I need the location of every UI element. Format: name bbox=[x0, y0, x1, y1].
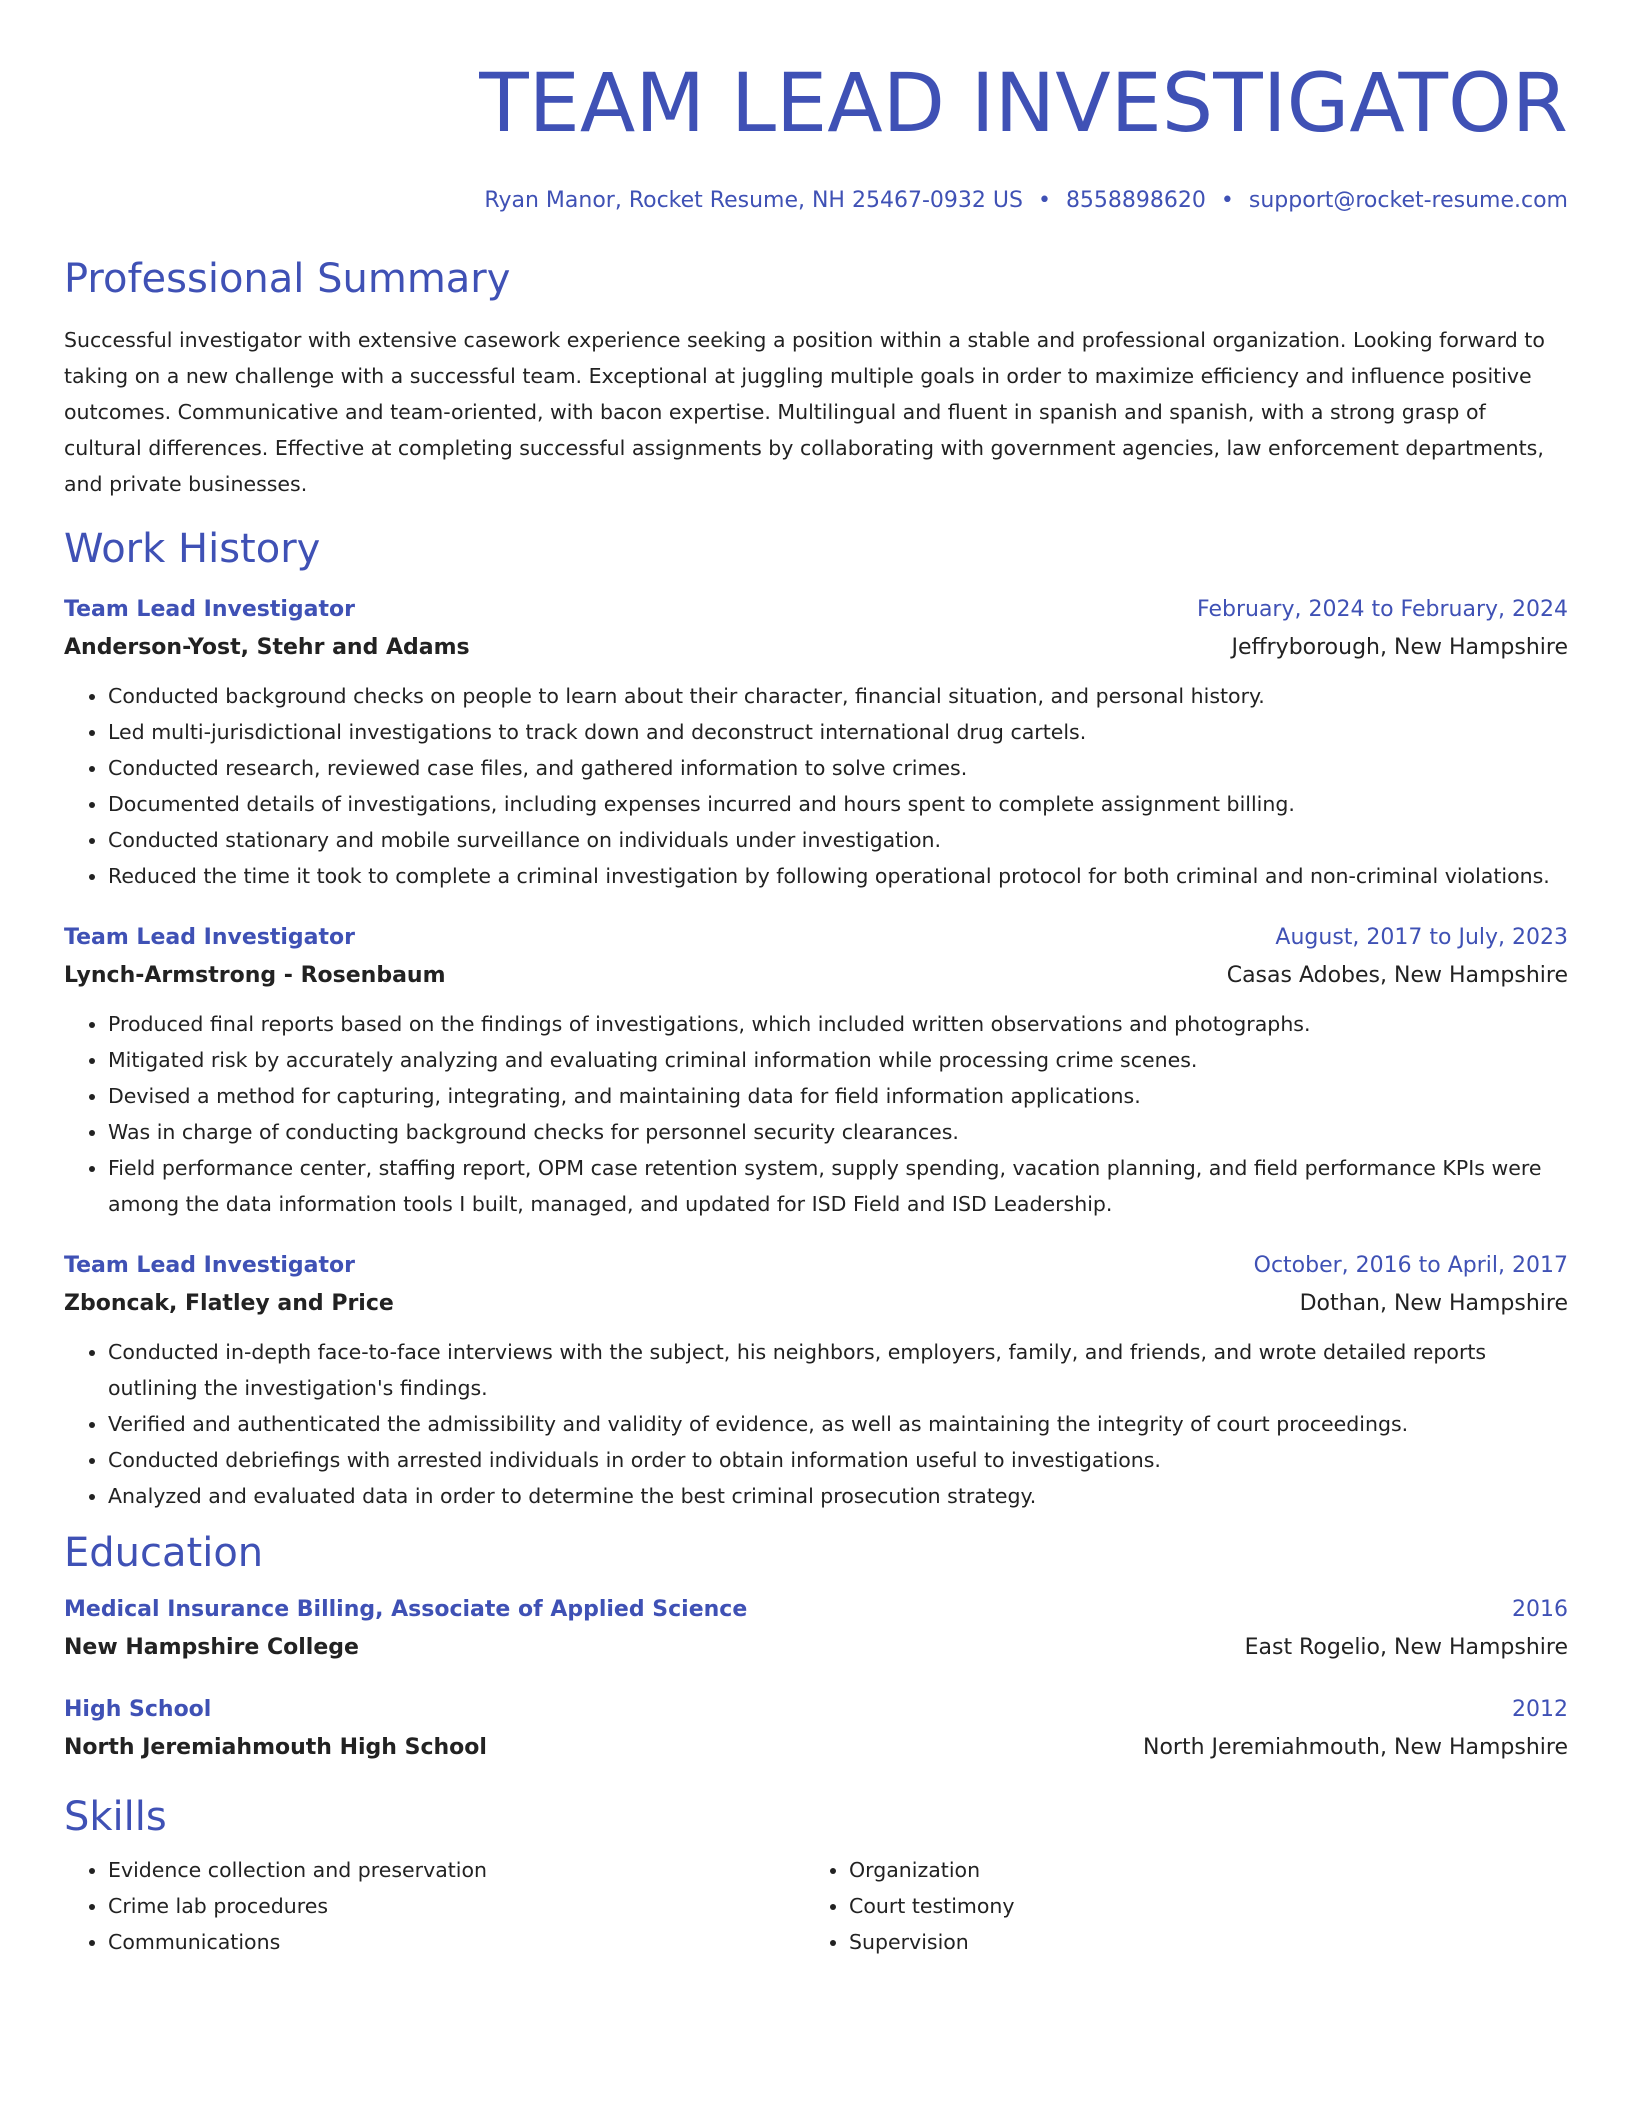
education-location: East Rogelio, New Hampshire bbox=[1244, 1635, 1568, 1660]
job-bullet: • Devised a method for capturing, integrating, and maintaining data for field information applications. bbox=[108, 1078, 1568, 1114]
education-school: North Jeremiahmouth High School bbox=[64, 1735, 487, 1760]
job-bullets bbox=[64, 1334, 1568, 1514]
job-bullet: • Reduced the time it took to complete a criminal investigation by following operational protocol for both criminal and non-criminal violations. bbox=[108, 858, 1568, 894]
job-bullets bbox=[64, 678, 1568, 894]
job-bullet: • Conducted background checks on people to learn about their character, financial situation, and personal history. bbox=[108, 678, 1568, 714]
job-bullet: • Analyzed and evaluated data in order to determine the best criminal prosecution strategy. bbox=[108, 1478, 1568, 1514]
job-location: Jeffryborough, New Hampshire bbox=[1231, 635, 1568, 660]
skills-list bbox=[64, 1852, 1568, 1960]
job-dates: August, 2017 to July, 2023 bbox=[1275, 925, 1568, 950]
job-location: Casas Adobes, New Hampshire bbox=[1226, 963, 1568, 988]
job-entry bbox=[64, 920, 1568, 1222]
job-bullet: • Documented details of investigations, including expenses incurred and hours spent to complete assignment billing. bbox=[108, 786, 1568, 822]
job-bullet: • Verified and authenticated the admissibility and validity of evidence, as well as maintaining the integrity of court proceedings. bbox=[108, 1406, 1568, 1442]
job-company: Lynch-Armstrong - Rosenbaum bbox=[64, 963, 446, 988]
job-company: Zboncak, Flatley and Price bbox=[64, 1291, 394, 1316]
education-entry bbox=[64, 1592, 1568, 1668]
contact-phone: 8558898620 bbox=[1065, 188, 1206, 213]
job-bullet: • Field performance center, staffing report, OPM case retention system, supply spending, vacation planning, and field performance KPIs were among the data information tools I built, managed, and updated for ISD Field and ISD Leadership. bbox=[108, 1150, 1568, 1222]
skills-column-right bbox=[805, 1852, 1546, 1960]
section-title-skills: Skills bbox=[64, 1794, 167, 1840]
job-title: Team Lead Investigator bbox=[64, 597, 355, 622]
skill-item: • Crime lab procedures bbox=[108, 1888, 805, 1924]
education-entry bbox=[64, 1692, 1568, 1768]
skill-item: • Evidence collection and preservation bbox=[108, 1852, 805, 1888]
resume-name: TEAM LEAD INVESTIGATOR bbox=[479, 57, 1568, 151]
skill-item: • Supervision bbox=[849, 1924, 1546, 1960]
contact-separator: • bbox=[1220, 188, 1234, 213]
job-dates: February, 2024 to February, 2024 bbox=[1197, 597, 1568, 622]
job-bullet: • Produced final reports based on the findings of investigations, which included written observations and photographs. bbox=[108, 1006, 1568, 1042]
skill-item: • Communications bbox=[108, 1924, 805, 1960]
contact-email: support@rocket-resume.com bbox=[1248, 188, 1568, 213]
job-bullet: • Conducted in-depth face-to-face interviews with the subject, his neighbors, employers, family, and friends, and wrote detailed reports outlining the investigation's findings. bbox=[108, 1334, 1568, 1406]
job-location: Dothan, New Hampshire bbox=[1299, 1291, 1568, 1316]
section-title-work-history: Work History bbox=[64, 526, 321, 572]
skill-item: • Court testimony bbox=[849, 1888, 1546, 1924]
contact-line bbox=[64, 186, 1568, 216]
skills-column-left bbox=[64, 1852, 805, 1960]
section-title-summary: Professional Summary bbox=[64, 256, 511, 302]
contact-address: Ryan Manor, Rocket Resume, NH 25467-0932 US bbox=[484, 188, 1023, 213]
job-entry bbox=[64, 1248, 1568, 1514]
job-bullet: • Conducted debriefings with arrested individuals in order to obtain information useful to investigations. bbox=[108, 1442, 1568, 1478]
education-year: 2016 bbox=[1512, 1597, 1568, 1622]
job-bullet: • Was in charge of conducting background checks for personnel security clearances. bbox=[108, 1114, 1568, 1150]
resume-page bbox=[64, 0, 1568, 1960]
job-bullet: • Conducted stationary and mobile surveillance on individuals under investigation. bbox=[108, 822, 1568, 858]
education-degree: Medical Insurance Billing, Associate of Applied Science bbox=[64, 1597, 748, 1622]
section-title-education: Education bbox=[64, 1530, 264, 1576]
job-company: Anderson-Yost, Stehr and Adams bbox=[64, 635, 470, 660]
job-title: Team Lead Investigator bbox=[64, 1253, 355, 1278]
summary-text: Successful investigator with extensive casework experience seeking a position within a stable and professional organization. Looking forward to taking on a new challenge with a successful team. Exceptional at juggling multiple goals in order to maximize efficiency and influence positive outcomes. Communicative and team-oriented, with bacon expertise. Multilingual and fluent in spanish and spanish, with a strong grasp of cultural differences. Effective at completing successful assignments by collaborating with government agencies, law enforcement departments, and private businesses. bbox=[64, 328, 1545, 496]
education-school: New Hampshire College bbox=[64, 1635, 359, 1660]
job-bullet: • Led multi-jurisdictional investigations to track down and deconstruct international drug cartels. bbox=[108, 714, 1568, 750]
education-degree: High School bbox=[64, 1697, 212, 1722]
job-bullets bbox=[64, 1006, 1568, 1222]
education-year: 2012 bbox=[1512, 1697, 1568, 1722]
education-location: North Jeremiahmouth, New Hampshire bbox=[1142, 1735, 1568, 1760]
contact-separator: • bbox=[1037, 188, 1051, 213]
job-dates: October, 2016 to April, 2017 bbox=[1253, 1253, 1568, 1278]
skill-item: • Organization bbox=[849, 1852, 1546, 1888]
job-title: Team Lead Investigator bbox=[64, 925, 355, 950]
job-entry bbox=[64, 592, 1568, 894]
job-bullet: • Conducted research, reviewed case files, and gathered information to solve crimes. bbox=[108, 750, 1568, 786]
job-bullet: • Mitigated risk by accurately analyzing and evaluating criminal information while processing crime scenes. bbox=[108, 1042, 1568, 1078]
